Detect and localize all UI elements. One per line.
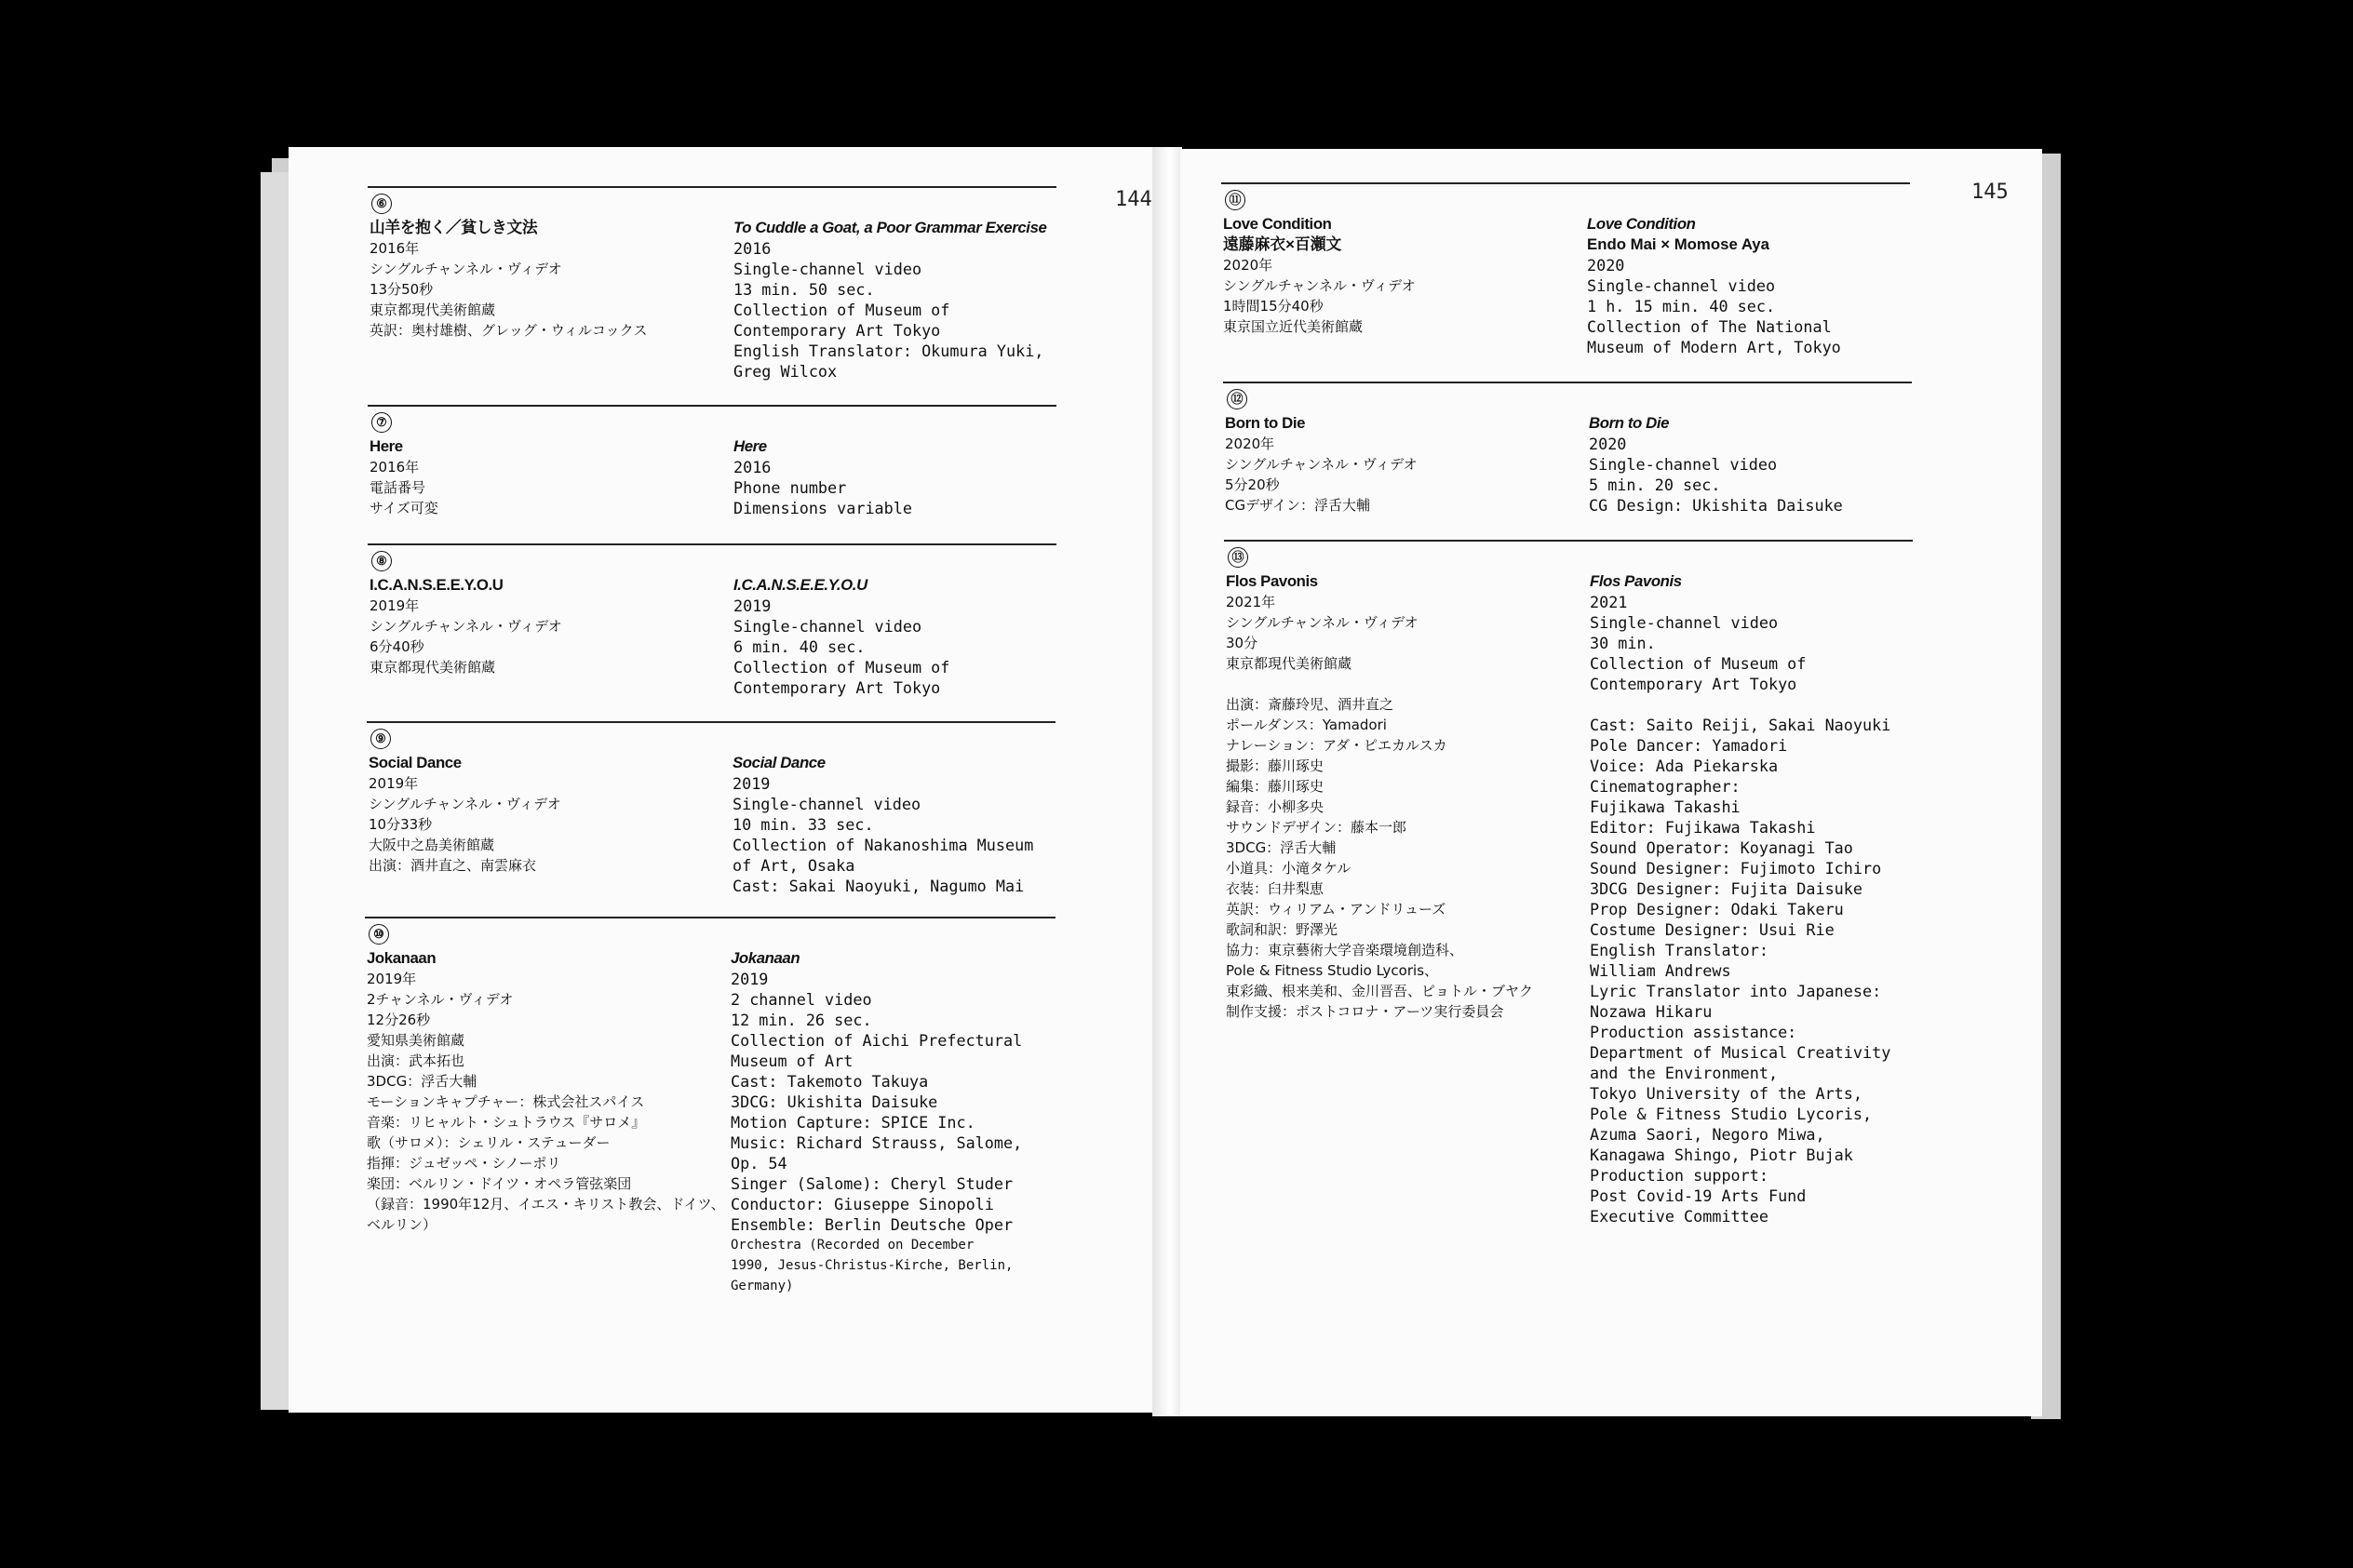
credit-line-en: Kanagawa Shingo, Piotr Bujak: [1590, 1146, 1853, 1164]
work-title-en: Here: [733, 437, 767, 455]
credit-line-en: Collection of Museum of: [733, 658, 950, 677]
credit-line-jp: 愛知県美術館蔵: [367, 1032, 465, 1049]
entry-number: ⑫: [1227, 389, 1247, 409]
credit-line-en: Collection of The National: [1587, 317, 1832, 336]
credit-line-en: 12 min. 26 sec.: [731, 1011, 872, 1029]
credit-line-en: 6 min. 40 sec.: [733, 637, 866, 656]
work-title-jp: Here: [370, 437, 403, 455]
credit-line-en: William Andrews: [1590, 961, 1731, 980]
japanese-credits: [1223, 214, 1416, 337]
credit-line-jp: 10分33秒: [369, 816, 433, 833]
credit-line-en: Collection of Nakanoshima Museum: [733, 836, 1034, 854]
credit-line-en: Department of Musical Creativity: [1590, 1043, 1891, 1062]
entry-number: ⑥: [371, 194, 392, 214]
credit-line-jp: 東京都現代美術館蔵: [370, 659, 496, 676]
credit-line-en: Fujikawa Takashi: [1590, 797, 1741, 816]
credit-line-en: 30 min.: [1590, 634, 1656, 652]
credit-line-jp: 東京都現代美術館蔵: [370, 302, 496, 318]
entry-8: [368, 543, 1056, 713]
credit-line-en: Cast: Sakai Naoyuki, Nagumo Mai: [733, 877, 1025, 895]
credit-line-en: English Translator: Okumura Yuki,: [733, 342, 1044, 360]
right-page: [1180, 149, 2042, 1416]
credit-line-jp: 2019年: [369, 775, 419, 792]
credit-line-en: Editor: Fujikawa Takashi: [1590, 818, 1816, 837]
credit-line-jp: 歌（サロメ）：シェリル・ステューダー: [367, 1134, 611, 1151]
credit-line-en: 3DCG Designer: Fujita Daisuke: [1590, 879, 1862, 898]
credit-line-en: Sound Operator: Koyanagi Tao: [1590, 838, 1853, 857]
credit-line-jp: （録音：1990年12月、イエス・キリスト教会、ドイツ、: [367, 1196, 725, 1213]
credit-line-jp: モーションキャプチャー：株式会社スパイス: [367, 1093, 645, 1110]
credit-line-jp: 東京国立近代美術館蔵: [1223, 318, 1364, 335]
credit-line-jp: ナレーション：アダ・ピエカルスカ: [1226, 737, 1447, 754]
credit-line-en: of Art, Osaka: [733, 856, 855, 875]
english-credits: [733, 436, 912, 518]
credit-line-en: Tokyo University of the Arts,: [1590, 1084, 1862, 1103]
credit-line-en: 2019: [733, 596, 772, 615]
credit-line-en: Single-channel video: [1590, 613, 1779, 632]
credit-line-jp: 2021年: [1226, 594, 1276, 610]
credit-line-jp: シングルチャンネル・ヴィデオ: [1225, 456, 1418, 473]
credit-line-jp: 13分50秒: [370, 281, 434, 298]
work-title-jp: I.C.A.N.S.E.E.Y.O.U: [370, 576, 504, 594]
credit-line-en: Motion Capture: SPICE Inc.: [731, 1113, 975, 1132]
credit-line-en: Contemporary Art Tokyo: [733, 321, 941, 340]
credit-line-en: 1990, Jesus-Christus-Kirche, Berlin,: [731, 1258, 1014, 1273]
entry-11: [1221, 182, 1910, 370]
credit-line-en: 2 channel video: [731, 990, 872, 1009]
credit-line-en: 13 min. 50 sec.: [733, 280, 875, 299]
credit-line-en: Music: Richard Strauss, Salome,: [731, 1133, 1023, 1152]
credit-line-en: Single-channel video: [733, 617, 922, 636]
credit-line-jp: 2020年: [1225, 436, 1275, 452]
credit-line-jp: Pole & Fitness Studio Lycoris、: [1226, 962, 1439, 979]
credit-line-en: 2021: [1590, 593, 1628, 611]
entry-6: [368, 186, 1056, 393]
credit-line-en: Museum of Art: [731, 1052, 854, 1070]
credit-line-jp: 撮影：藤川琢史: [1226, 757, 1324, 774]
english-credits: [1587, 214, 1841, 357]
credit-line-en: Costume Designer: Usui Rie: [1590, 920, 1835, 939]
work-title-en: Love Condition: [1587, 215, 1696, 233]
credit-line-jp: 小道具：小滝タケル: [1226, 860, 1351, 877]
credit-line-en: Collection of Museum of: [733, 301, 950, 319]
entry-13: [1224, 540, 1913, 1398]
credit-line-en: Greg Wilcox: [733, 362, 838, 381]
credit-line-jp: シングルチャンネル・ヴィデオ: [370, 261, 562, 277]
work-title-en: Social Dance: [733, 754, 826, 771]
book-gutter: [1152, 147, 1182, 1416]
credit-line-jp: 指揮：ジュゼッペ・シノーポリ: [367, 1155, 561, 1172]
credit-line-jp: 楽団：ベルリン・ドイツ・オペラ管弦楽団: [367, 1175, 632, 1192]
english-credits: [1590, 571, 1890, 1226]
credit-line-jp: 2019年: [370, 597, 420, 614]
credit-line-jp: サウンドデザイン：藤本一郎: [1226, 819, 1406, 836]
credit-line-jp: 録音：小柳多央: [1226, 798, 1324, 815]
entry-number: ⑦: [371, 412, 392, 433]
credit-line-en: Collection of Museum of: [1590, 654, 1807, 673]
english-credits: [733, 575, 949, 698]
credit-line-en: 10 min. 33 sec.: [733, 815, 874, 834]
japanese-credits: [370, 218, 648, 341]
entry-10: [365, 917, 1055, 1309]
credit-line-jp: 東京都現代美術館蔵: [1226, 655, 1352, 672]
credit-line-en: Conductor: Giuseppe Sinopoli: [731, 1195, 994, 1213]
credit-line-jp: 6分40秒: [370, 638, 424, 655]
credit-line-en: Dimensions variable: [733, 499, 912, 517]
credit-line-jp: 出演：斎藤玲児、酒井直之: [1226, 696, 1394, 713]
credit-line-jp: 英訳：ウィリアム・アンドリューズ: [1226, 901, 1446, 918]
japanese-credits: [370, 575, 562, 677]
english-credits: [733, 753, 1033, 896]
credit-line-jp: 出演：武本拓也: [367, 1052, 465, 1069]
credit-line-en: [1590, 694, 1890, 715]
credit-line-en: 3DCG: Ukishita Daisuke: [731, 1092, 938, 1111]
work-title-en: Flos Pavonis: [1590, 572, 1682, 590]
credit-line-en: Post Covid-19 Arts Fund: [1590, 1186, 1807, 1205]
credit-line-jp: 30分: [1226, 635, 1258, 651]
work-title-jp: Born to Die: [1225, 414, 1306, 432]
artist-credit-jp: 遠藤麻衣×百瀬文: [1223, 235, 1342, 253]
english-credits: [731, 948, 1022, 1296]
credit-line-jp: サイズ可変: [370, 500, 438, 516]
credit-line-en: Ensemble: Berlin Deutsche Oper: [731, 1215, 1014, 1234]
entry-7: [368, 405, 1056, 537]
entry-9: [367, 721, 1055, 900]
entry-12: [1223, 382, 1912, 532]
work-title-jp: 山羊を抱く／貧しき文法: [370, 219, 538, 236]
credit-line-en: 5 min. 20 sec.: [1589, 476, 1721, 494]
english-credits: [1589, 413, 1843, 516]
credit-line-en: Single-channel video: [733, 795, 921, 813]
credit-line-jp: 東彩織、根来美和、金川晋吾、ピョトル・ブヤク: [1226, 983, 1534, 999]
credit-line-en: Prop Designer: Odaki Takeru: [1590, 900, 1844, 918]
credit-line-en: CG Design: Ukishita Daisuke: [1589, 496, 1843, 515]
credit-line-en: 1 h. 15 min. 40 sec.: [1587, 297, 1776, 315]
work-title-jp: Jokanaan: [367, 949, 437, 967]
credit-line-jp: ベルリン）: [367, 1216, 437, 1233]
work-title-en: Born to Die: [1589, 414, 1670, 432]
left-page: [289, 147, 1154, 1413]
work-title-jp: Social Dance: [369, 754, 462, 771]
credit-line-jp: 2チャンネル・ヴィデオ: [367, 991, 514, 1008]
english-credits: [733, 218, 1046, 382]
credit-line-jp: 編集：藤川琢史: [1226, 778, 1324, 795]
credit-line-en: Single-channel video: [733, 260, 922, 278]
credit-line-en: Cinematographer:: [1590, 777, 1741, 796]
credit-line-jp: 2020年: [1223, 257, 1273, 274]
credit-line-jp: 歌詞和訳：野澤光: [1226, 921, 1338, 938]
japanese-credits: [370, 436, 438, 518]
entry-number: ⑧: [371, 551, 392, 571]
credit-line-jp: ポールダンス：Yamadori: [1226, 717, 1387, 733]
credit-line-jp: 2016年: [370, 459, 420, 476]
credit-line-en: Production support:: [1590, 1166, 1768, 1185]
credit-line-en: Singer (Salome): Cheryl Studer: [731, 1174, 1014, 1193]
credit-line-jp: 3DCG：浮舌大輔: [1226, 839, 1337, 856]
artist-credit-en: Endo Mai × Momose Aya: [1587, 235, 1769, 253]
credit-line-en: Germany): [731, 1279, 794, 1293]
credit-line-en: Cast: Takemoto Takuya: [731, 1072, 929, 1091]
credit-line-jp: CGデザイン：浮舌大輔: [1225, 497, 1371, 514]
credit-line-en: 2016: [733, 239, 772, 258]
credit-line-jp: 2019年: [367, 971, 417, 987]
work-title-en: I.C.A.N.S.E.E.Y.O.U: [733, 576, 867, 594]
credit-line-en: Op. 54: [731, 1154, 787, 1173]
credit-line-en: Sound Designer: Fujimoto Ichiro: [1590, 859, 1882, 878]
entry-number: ⑬: [1228, 547, 1248, 568]
credit-line-en: Voice: Ada Piekarska: [1590, 757, 1779, 775]
credit-line-jp: 12分26秒: [367, 1012, 431, 1028]
page-number-left: 144: [1115, 188, 1152, 211]
credit-line-en: 2019: [733, 774, 771, 793]
credit-line-en: Cast: Saito Reiji, Sakai Naoyuki: [1590, 716, 1891, 734]
work-title-en: Jokanaan: [731, 949, 800, 967]
credit-line-jp: 1時間15分40秒: [1223, 298, 1324, 315]
credit-line-jp: 音楽：リヒャルト・シュトラウス『サロメ』: [367, 1114, 646, 1131]
credit-line-jp: 2016年: [370, 240, 420, 257]
credit-line-en: Production assistance:: [1590, 1023, 1797, 1041]
credit-line-en: Contemporary Art Tokyo: [1590, 675, 1797, 693]
credit-line-en: English Translator:: [1590, 941, 1768, 959]
credit-line-jp: 衣装：臼井梨恵: [1226, 880, 1324, 897]
credit-line-en: 2020: [1587, 256, 1625, 275]
credit-line-jp: [1226, 674, 1533, 694]
credit-line-en: Museum of Modern Art, Tokyo: [1587, 338, 1841, 356]
credit-line-en: Contemporary Art Tokyo: [733, 678, 941, 697]
japanese-credits: [1226, 571, 1533, 1022]
work-title-jp: Love Condition: [1223, 215, 1332, 233]
credit-line-jp: 出演：酒井直之、南雲麻衣: [369, 857, 537, 874]
credit-line-en: Phone number: [733, 478, 847, 497]
entry-number: ⑪: [1225, 190, 1245, 210]
credit-line-jp: 3DCG：浮舌大輔: [367, 1073, 477, 1090]
credit-line-en: and the Environment,: [1590, 1064, 1779, 1082]
credit-line-jp: 協力：東京藝術大学音楽環境創造科、: [1226, 942, 1464, 958]
credit-line-en: 2019: [731, 970, 769, 988]
credit-line-jp: シングルチャンネル・ヴィデオ: [370, 618, 562, 635]
credit-line-en: 2020: [1589, 435, 1627, 453]
work-title-en: To Cuddle a Goat, a Poor Grammar Exercise: [733, 219, 1047, 236]
credit-line-en: Nozawa Hikaru: [1590, 1002, 1713, 1021]
credit-line-jp: 電話番号: [370, 479, 426, 496]
credit-line-en: Pole & Fitness Studio Lycoris,: [1590, 1105, 1873, 1123]
credit-line-en: Executive Committee: [1590, 1207, 1768, 1226]
credit-line-en: 2016: [733, 458, 772, 476]
japanese-credits: [369, 753, 561, 876]
credit-line-en: Single-channel video: [1589, 455, 1778, 474]
entry-number: ⑨: [370, 729, 391, 749]
credit-line-jp: 制作支援：ポストコロナ・アーツ実行委員会: [1226, 1003, 1504, 1020]
credit-line-jp: 5分20秒: [1225, 476, 1280, 493]
credit-line-jp: 英訳：奥村雄樹、グレッグ・ウィルコックス: [370, 322, 648, 339]
credit-line-jp: 大阪中之島美術館蔵: [369, 837, 495, 853]
credit-line-jp: シングルチャンネル・ヴィデオ: [1226, 614, 1419, 631]
entry-number: ⑩: [369, 924, 389, 945]
credit-line-en: Collection of Aichi Prefectural: [731, 1031, 1023, 1050]
page-number-right: 145: [1971, 181, 2009, 204]
credit-line-en: Single-channel video: [1587, 276, 1776, 295]
japanese-credits: [367, 948, 725, 1235]
credit-line-en: Lyric Translator into Japanese:: [1590, 982, 1882, 1000]
credit-line-en: Azuma Saori, Negoro Miwa,: [1590, 1125, 1825, 1144]
work-title-jp: Flos Pavonis: [1226, 572, 1318, 590]
credit-line-en: Pole Dancer: Yamadori: [1590, 736, 1788, 755]
japanese-credits: [1225, 413, 1418, 516]
credit-line-jp: シングルチャンネル・ヴィデオ: [369, 796, 561, 812]
credit-line-en: Orchestra (Recorded on December: [731, 1238, 975, 1253]
credit-line-jp: シングルチャンネル・ヴィデオ: [1223, 277, 1416, 294]
